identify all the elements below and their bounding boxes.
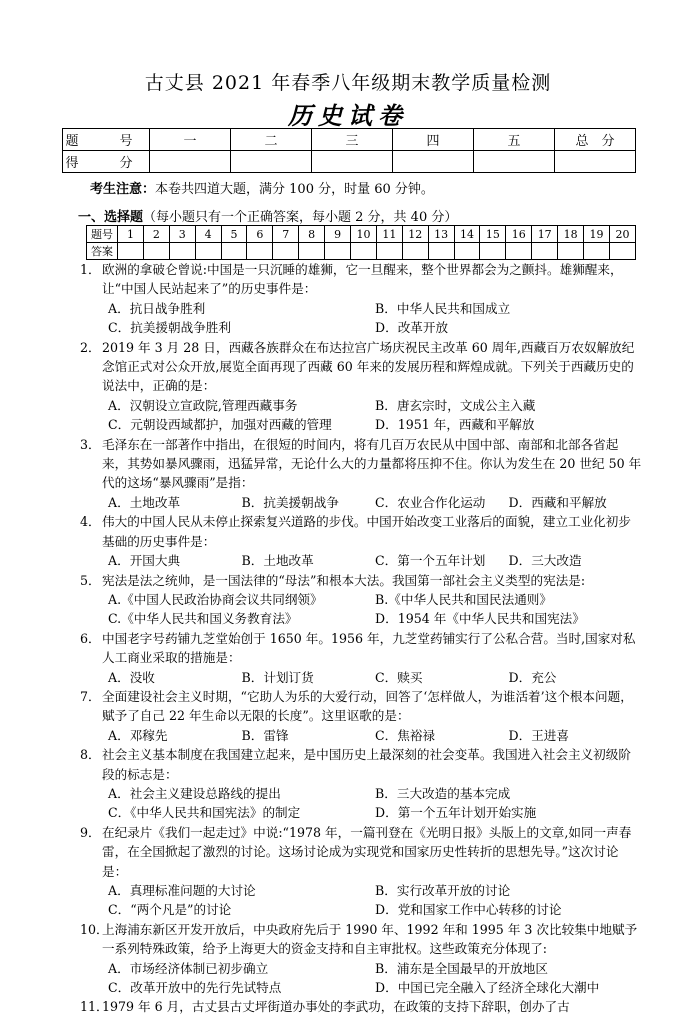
question-item [80, 997, 642, 1016]
question-text: 宪法是法之统帅，是一国法律的“母法”和根本大法。我国第一部社会主义类型的宪法是: [102, 572, 586, 588]
question-text: 1979 年 6 月，古丈县古丈坪街道办事处的李武功，在政策的支持下辞职，创办了古 [102, 999, 570, 1015]
answer-option: B．中华人民共和国成立 [375, 300, 511, 316]
question-item [80, 823, 642, 920]
question-item [80, 260, 642, 338]
score-row-label: 得 分 [63, 151, 150, 173]
answer-option: C．“两个凡是”的讨论 [108, 902, 232, 918]
answer-input-cell[interactable] [480, 243, 506, 260]
section-heading [78, 206, 457, 225]
question-text: 欧洲的拿破仑曾说:中国是一只沉睡的雄狮，它一旦醒来，整个世界都会为之颤抖。雄狮醒来，让“中国人民站起来了”的历史事件是： [102, 262, 623, 297]
question-item [80, 435, 642, 513]
question-stem [80, 823, 642, 881]
score-input-cell[interactable] [555, 151, 636, 173]
answer-input-cell[interactable] [402, 243, 428, 260]
section-title: 一、选择题 [78, 210, 144, 225]
answer-option: A．汉朝设立宣政院,管理西藏事务 [108, 397, 298, 413]
question-number: 5． [80, 572, 101, 588]
score-table-header-row [63, 129, 636, 151]
answer-grid-number: 11 [376, 226, 402, 243]
score-cell: 一 [150, 129, 231, 151]
answer-option: B．雷锋 [241, 727, 289, 743]
answer-grid-number: 15 [480, 226, 506, 243]
option-list [80, 396, 642, 435]
question-number: 4． [80, 514, 101, 530]
answer-grid-number: 2 [143, 226, 169, 243]
answer-grid-number: 20 [609, 226, 635, 243]
question-stem [80, 687, 642, 726]
answer-option: D．王进喜 [508, 727, 569, 743]
answer-grid-number: 10 [351, 226, 377, 243]
answer-grid-number: 19 [584, 226, 610, 243]
answer-option: B．浦东是全国最早的开放地区 [375, 960, 548, 976]
section-instruction: （每小题只有一个正确答案，每小题 2 分，共 40 分） [143, 210, 458, 225]
answer-option: C．焦裕禄 [375, 727, 436, 743]
question-item [80, 629, 642, 687]
answer-grid-number: 3 [169, 226, 195, 243]
answer-grid-number: 1 [118, 226, 144, 243]
answer-option: B．计划订货 [241, 669, 314, 685]
question-text: 2019 年 3 月 28 日，西藏各族群众在布达拉宫广场庆祝民主改革 60 周年,西藏百万农奴解放纪念馆正式对公众开放,展览全面再现了西藏 60 年来的发展历程和辉煌成就。下列关于西藏历史的说法中，正确的是： [102, 339, 635, 394]
question-stem [80, 435, 642, 493]
score-input-cell[interactable] [474, 151, 555, 173]
exam-subtitle: 历史试卷 [288, 101, 408, 130]
answer-grid-number: 12 [402, 226, 428, 243]
question-text: 毛泽东在一部著作中指出，在很短的时间内，将有几百万农民从中国中部、南部和北部各省起来，其势如暴风骤雨，迅猛异常，无论什么大的力量都将压抑不住。你认为发生在 20 世纪 50 年代的这场“暴风骤雨”是指： [102, 436, 642, 491]
answer-option: D．1954 年《中华人民共和国宪法》 [375, 611, 585, 627]
answer-input-cell[interactable] [273, 243, 299, 260]
answer-option: A．社会主义建设总路线的提出 [108, 785, 281, 801]
answer-input-cell[interactable] [351, 243, 377, 260]
question-item [80, 920, 642, 998]
answer-option: D．第一个五年计划开始实施 [375, 805, 537, 821]
answer-grid-number: 6 [247, 226, 273, 243]
answer-option: C．抗美援朝战争胜利 [108, 320, 231, 336]
answer-option: D．中国已完全融入了经济全球化大潮中 [375, 980, 600, 996]
answer-option: C．赎买 [375, 669, 423, 685]
answer-option: C.《中华人民共和国义务教育法》 [108, 611, 298, 627]
score-cell: 五 [474, 129, 555, 151]
score-table-score-row [63, 151, 636, 173]
answer-input-cell[interactable] [428, 243, 454, 260]
question-number: 9． [80, 824, 101, 840]
answer-option: A．没收 [108, 669, 155, 685]
option-list [80, 959, 642, 998]
answer-input-cell[interactable] [221, 243, 247, 260]
answer-input-cell[interactable] [584, 243, 610, 260]
question-stem [80, 920, 642, 959]
answer-input-cell[interactable] [532, 243, 558, 260]
question-text: 在纪录片《我们一起走过》中说:“1978 年，一篇刊登在《光明日报》头版上的文章,如同一声春雷，在全国掀起了激烈的讨论。这场讨论成为实现党和国家历史性转折的思想先导。”这次讨论是： [102, 824, 632, 879]
answer-option: B．唐玄宗时，文成公主入藏 [375, 397, 536, 413]
notice-label: 考生注意： [90, 182, 156, 197]
answer-option: C．第一个五年计划 [375, 553, 486, 569]
answer-grid-number: 17 [532, 226, 558, 243]
question-number: 10． [80, 921, 109, 937]
answer-option: A.《中国人民政治协商会议共同纲领》 [108, 591, 323, 607]
answer-option: C．《中华人民共和国宪法》的制定 [108, 805, 301, 821]
question-number: 3． [80, 436, 101, 452]
option-list [80, 668, 642, 687]
option-list [80, 784, 642, 823]
answer-input-cell[interactable] [195, 243, 221, 260]
option-list [80, 299, 642, 338]
question-item [80, 687, 642, 745]
answer-option: A．开国大典 [108, 553, 181, 569]
question-item [80, 338, 642, 435]
answer-option: B．实行改革开放的讨论 [375, 883, 511, 898]
answer-option: D．三大改造 [508, 553, 582, 569]
score-input-cell[interactable] [150, 151, 231, 173]
answer-option: C．农业合作化运动 [375, 494, 486, 510]
score-cell: 二 [231, 129, 312, 151]
question-number: 7． [80, 688, 101, 704]
answer-input-cell[interactable] [325, 243, 351, 260]
question-item [80, 512, 642, 570]
question-text: 伟大的中国人民从未停止探索复兴道路的步伐。中国开始改变工业落后的面貌，建立工业化初步基础的历史事件是： [102, 514, 631, 549]
notice-text: 本卷共四道大题，满分 100 分，时量 60 分钟。 [155, 182, 434, 197]
question-stem [80, 338, 642, 396]
question-item [80, 571, 642, 629]
question-text: 上海浦东新区开发开放后，中央政府先后于 1990 年、1992 年和 1995 年 3 次比较集中地赋予一系列特殊政策，给予上海更大的资金支持和自主审批权。这些政策充分体现了: [102, 921, 638, 957]
answer-grid-number: 16 [506, 226, 532, 243]
question-item [80, 745, 642, 823]
answer-grid-number: 8 [299, 226, 325, 243]
answer-input-cell[interactable] [609, 243, 635, 260]
answer-option: A．邓稼先 [108, 727, 168, 743]
answer-grid-number: 18 [558, 226, 584, 243]
answer-grid-number: 4 [195, 226, 221, 243]
question-stem [80, 997, 642, 1016]
answer-grid-number-row [87, 226, 636, 243]
answer-grid-label: 答案 [87, 243, 118, 260]
score-input-cell[interactable] [231, 151, 312, 173]
exam-title: 古丈县 2021 年春季八年级期末教学质量检测 [144, 72, 552, 94]
question-number: 2． [80, 339, 101, 355]
question-number: 1． [80, 262, 101, 277]
score-cell: 三 [312, 129, 393, 151]
score-cell: 题 号 [63, 129, 150, 151]
answer-option: B.《中华人民共和国民法通则》 [375, 591, 552, 607]
question-stem [80, 571, 642, 590]
question-stem [80, 629, 642, 668]
answer-option: D．充公 [508, 669, 557, 685]
answer-grid-number: 9 [325, 226, 351, 243]
answer-grid-number: 5 [221, 226, 247, 243]
score-input-cell[interactable] [312, 151, 393, 173]
answer-option: A．市场经济体制已初步确立 [108, 960, 269, 976]
question-stem [80, 512, 642, 551]
answer-input-cell[interactable] [454, 243, 480, 260]
question-number: 8． [80, 747, 101, 763]
option-list [80, 881, 642, 920]
answer-option: B．三大改造的基本完成 [375, 785, 511, 801]
answer-option: D．西藏和平解放 [508, 494, 607, 510]
answer-option: D．1951 年，西藏和平解放 [375, 417, 535, 433]
score-table [62, 128, 636, 173]
answer-input-cell[interactable] [247, 243, 273, 260]
answer-grid-number: 7 [273, 226, 299, 243]
question-list [80, 260, 642, 1017]
answer-option: D．改革开放 [375, 320, 449, 336]
answer-grid-number: 14 [454, 226, 480, 243]
answer-input-cell[interactable] [376, 243, 402, 260]
answer-option: A．真理标准问题的大讨论 [108, 883, 256, 898]
answer-input-cell[interactable] [506, 243, 532, 260]
answer-input-cell[interactable] [558, 243, 584, 260]
question-number: 11． [80, 999, 109, 1015]
answer-input-cell[interactable] [299, 243, 325, 260]
option-list [80, 551, 642, 570]
exam-notice [90, 178, 434, 197]
answer-option: A．土地改革 [108, 494, 181, 510]
question-stem [80, 745, 642, 784]
answer-grid-answer-row [87, 243, 636, 260]
answer-option: B．抗美援朝战争 [241, 494, 339, 510]
score-cell: 总 分 [555, 129, 636, 151]
option-list [80, 590, 642, 629]
question-text: 社会主义基本制度在我国建立起来，是中国历史上最深刻的社会变革。我国进入社会主义初级阶段的标志是： [102, 747, 631, 782]
answer-option: D．党和国家工作中心转移的讨论 [375, 902, 562, 918]
answer-grid-label: 题号 [87, 226, 118, 243]
answer-option: C．元朝设西域都护，加强对西藏的管理 [108, 417, 332, 433]
score-cell: 四 [393, 129, 474, 151]
answer-input-cell[interactable] [169, 243, 195, 260]
answer-grid-number: 13 [428, 226, 454, 243]
answer-input-cell[interactable] [118, 243, 144, 260]
answer-input-cell[interactable] [143, 243, 169, 260]
question-text: 中国老字号药铺九芝堂始创于 1650 年。1956 年，九芝堂药铺实行了公私合营。当时,国家对私人工商业采取的措施是： [102, 630, 636, 666]
answer-option: C．改革开放中的先行先试特点 [108, 980, 282, 996]
question-text: 全面建设社会主义时期，“它助人为乐的大爱行动，回答了‘怎样做人，为谁活着’这个根本问题，赋予了自己 22 年生命以无限的长度”。这里讴歌的是： [102, 688, 633, 724]
answer-grid [86, 225, 636, 260]
option-list [80, 493, 642, 512]
question-number: 6． [80, 630, 101, 646]
answer-option: B．土地改革 [241, 553, 314, 569]
answer-option: A．抗日战争胜利 [108, 300, 206, 316]
score-input-cell[interactable] [393, 151, 474, 173]
option-list [80, 726, 642, 745]
question-stem [80, 260, 642, 299]
